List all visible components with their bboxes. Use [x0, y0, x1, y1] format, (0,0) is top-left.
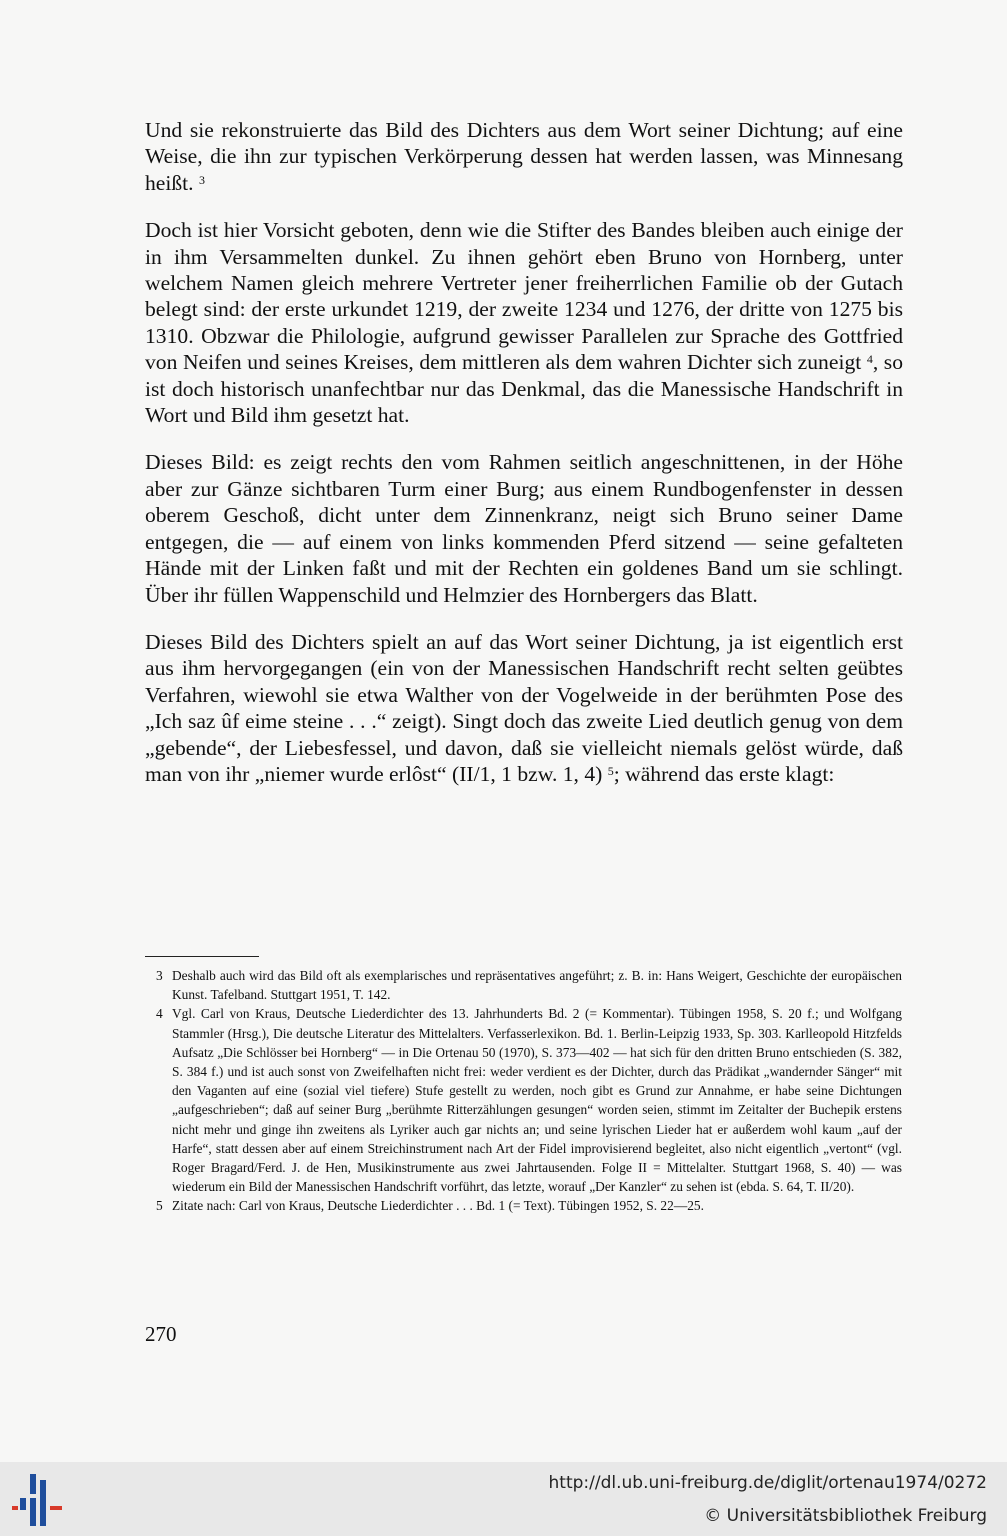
footnote-number: 4 [156, 1006, 163, 1022]
copyright-text: © Universitätsbibliothek Freiburg [704, 1506, 987, 1526]
footnotes [156, 966, 902, 1216]
footnote-ref-3[interactable]: 3 [198, 172, 205, 187]
permalink-url[interactable]: http://dl.ub.uni-freiburg.de/diglit/ortenau1974/0272 [548, 1473, 987, 1493]
paragraph-1: Und sie rekonstruierte das Bild des Dichters aus dem Wort seiner Dichtung; auf eine Weise, die ihn zur typischen Verkörperung dessen hat werden lassen, was Minnesang heißt. $^3$ [145, 118, 903, 195]
page-number: 270 [145, 1322, 177, 1346]
footnote-ref-4[interactable]: 4 [866, 352, 873, 367]
paragraph-3: Dieses Bild: es zeigt rechts den vom Rahmen seitlich angeschnittenen, in der Höhe aber zur Gänze sichtbaren Turm einer Burg; aus einem Rundbogenfenster in dessen oberem Geschoß, dicht unter dem Zinnenkranz, neigt sich Bruno seiner Dame entgegen, die — auf einem von links kommenden Pferd sitzend — seine gefalteten Hände mit der Linken faßt und mit der Rechten ein goldenes Band um sie schlingt. Über ihr füllen Wappenschild und Helmzier des Hornbergers das Blatt. [145, 450, 903, 607]
body-text [145, 117, 903, 808]
ub-freiburg-logo-icon[interactable] [12, 1472, 64, 1528]
paragraph-4: Dieses Bild des Dichters spielt an auf das Wort seiner Dichtung, ja ist eigentlich erst aus ihm hervorgegangen (ein von der Manessischen Handschrift recht selten geübtes Verfahren, wiewohl sie etwa Walther von der Vogelweide in der berühmten Pose des „Ich saz ûf eime steine . . .“ zeigt). Singt doch das zweite Lied deutlich genug von dem „gebende“, der Liebesfessel, und davon, daß sie vielleicht niemals gelöst würde, daß man von ihr „niemer wurde erlôst“ (II/1, 1 bzw. 1, 4) $^5$; während das erste klagt: [145, 629, 903, 786]
footnote-4: 4 Vgl. Carl von Kraus, Deutsche Liederdichter des 13. Jahrhunderts Bd. 2 (= Kommentar). Tübingen 1958, S. 20 f.; und Wolfgang Stammler (Hrsg.), Die deutsche Literatur des Mittelalters. Verfasserlexikon. Bd. 1. Berlin-Leipzig 1933, Sp. 303. Karlleopold Hitzfelds Aufsatz „Die Schlösser bei Hornberg“ — in Die Ortenau 50 (1970), S. 373—402 — hat sich für den dritten Bruno entschieden (S. 382, S. 384 f.) und ist auch sonst von Zweifelhaften nicht frei: weder verdient es der Dichter, durch das Prädikat „wandernder Sänger“ mit den Vaganten auf eine (sozial viel tiefere) Stufe gestellt zu werden, noch gibt es Grund zur Annahme, er habe seine Dichtungen „aufgeschrieben“; daß auf seiner Burg „berühmte Ritterzählungen gesungen“ worden seien, stimmt im Zeitalter der Buchepik erstens nicht mehr und ginge ihn zweitens als Lyriker auch gar nichts an; und seine lyrischen Lieder hat er außerdem wohl kaum „auf der Harfe“, statt dessen aber auf einem Streichinstrument nach Art der Fidel improvisierend begleitet, also nicht eigentlich „vertont“ (vgl. Roger Bragard/Ferd. J. de Hen, Musikinstrumente aus zwei Jahrtausenden. Folge II = Mittelalter. Stuttgart 1968, S. 40) — was wiederum ein Bild der Manessischen Handschrift vorführt, das letzte, worauf „Der Kanzler“ zu sehen ist (ebda. S. 64, T. II/20). [156, 1006, 902, 1195]
footnote-number: 5 [156, 1198, 163, 1214]
footnote-number: 3 [156, 968, 163, 983]
footnote-divider [145, 956, 259, 957]
footnote-5: 5 Zitate nach: Carl von Kraus, Deutsche Liederdichter . . . Bd. 1 (= Text). Tübingen 1952, S. 22—25. [172, 1196, 902, 1215]
footnote-ref-5[interactable]: 5 [607, 763, 614, 778]
footer-bar [0, 1462, 1007, 1536]
paragraph-2: Doch ist hier Vorsicht geboten, denn wie die Stifter des Bandes bleiben auch einige der in ihm Versammelten dunkel. Zu ihnen gehört eben Bruno von Hornberg, unter welchem Namen gleich mehrere Vertreter jener freiherrlichen Familie ob der Gutach belegt sind: der erste urkundet 1219, der zweite 1234 und 1276, der dritte von 1275 bis 1310. Obzwar die Philologie, aufgrund gewisser Parallelen zur Sprache des Gottfried von Neifen und seines Kreises, dem mittleren als dem wahren Dichter sich zuneigt $^4$, so ist doch historisch unanfechtbar nur das Denkmal, das die Manessische Handschrift in Wort und Bild ihm gesetzt hat. [145, 218, 903, 428]
footnote-3: 3 Deshalb auch wird das Bild oft als exemplarisches und repräsentatives angeführt; z. B. in: Hans Weigert, Geschichte der europäischen Kunst. Tafelband. Stuttgart 1951, T. 142. [156, 968, 902, 1003]
